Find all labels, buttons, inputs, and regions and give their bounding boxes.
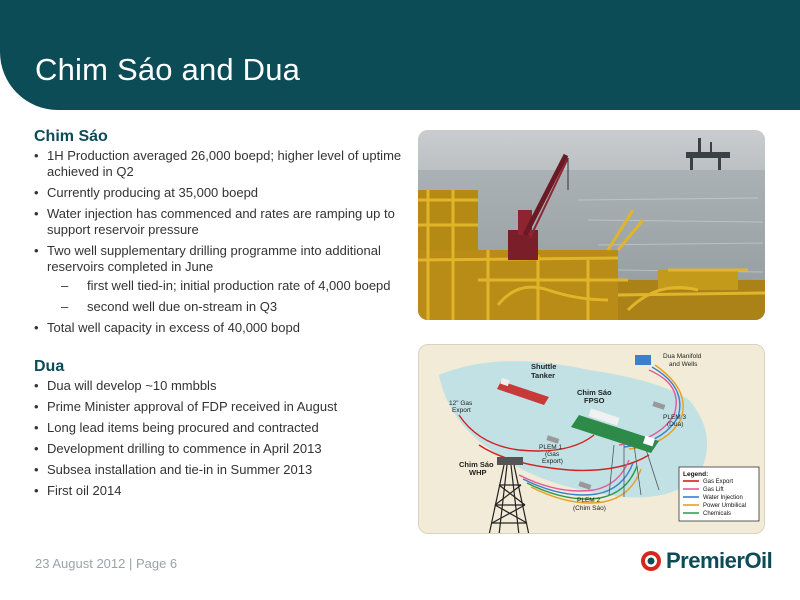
label-plem3-2: (Dua) bbox=[667, 421, 684, 428]
bullet-item: • Dua will develop ~10 mmbbls bbox=[34, 378, 404, 394]
label-shuttle-tanker-2: Tanker bbox=[531, 371, 556, 380]
label-gas-export-1: 12" Gas bbox=[449, 400, 473, 407]
bullet-item: • Long lead items being procured and contracted bbox=[34, 420, 404, 436]
legend-label: Water Injection bbox=[703, 495, 743, 501]
legend-label: Chemicals bbox=[703, 511, 732, 517]
logo-text: PremierOil bbox=[666, 548, 773, 573]
bullet-item: • 1H Production averaged 26,000 boepd; higher level of uptime achieved in Q2 bbox=[34, 148, 404, 180]
footer-date-page: 23 August 2012 | Page 6 bbox=[35, 556, 178, 571]
label-gas-export-2: Export bbox=[452, 407, 471, 414]
label-plem2-2: (Chim Sáo) bbox=[573, 505, 606, 512]
bullet-item: • Water injection has commenced and rates are ramping up to support reservoir pressure bbox=[34, 206, 404, 238]
bullet-item: • First oil 2014 bbox=[34, 483, 404, 499]
label-shuttle-tanker-1: Shuttle bbox=[531, 362, 557, 371]
slide-title: Chim Sáo and Dua bbox=[35, 52, 301, 87]
bullet-item: • Prime Minister approval of FDP received in August bbox=[34, 399, 404, 415]
text-content bbox=[34, 128, 404, 504]
legend-label: Power Umbilical bbox=[703, 503, 747, 509]
dua-heading: Dua bbox=[34, 358, 65, 375]
field-layout-diagram bbox=[418, 344, 765, 534]
dua-manifold-icon bbox=[635, 355, 651, 365]
bullet-item: • Development drilling to commence in April 2013 bbox=[34, 441, 404, 457]
label-plem1-3: Export) bbox=[542, 458, 563, 465]
sub-bullet-item: – second well due on-stream in Q3 bbox=[47, 299, 404, 315]
premier-oil-logo bbox=[640, 548, 772, 574]
diagram-legend bbox=[679, 467, 759, 521]
chim-sao-bullets bbox=[34, 148, 404, 336]
bullet-text: Two well supplementary drilling programme into additional reservoirs completed in June bbox=[47, 243, 381, 274]
drop-logo-icon bbox=[640, 550, 662, 572]
label-fpso-1: Chim Sáo bbox=[577, 388, 612, 397]
legend-title: Legend: bbox=[683, 471, 709, 478]
label-plem2-1: PLEM 2 bbox=[577, 497, 601, 504]
legend-label: Gas Lift bbox=[703, 487, 724, 493]
label-whp-2: WHP bbox=[469, 468, 487, 477]
photo-illustration bbox=[418, 130, 765, 320]
bullet-item: • Total well capacity in excess of 40,000 bopd bbox=[34, 320, 404, 336]
title-banner bbox=[0, 0, 800, 110]
sub-bullet-item: – first well tied-in; initial production rate of 4,000 boepd bbox=[47, 278, 404, 294]
field-schematic bbox=[419, 345, 765, 534]
offshore-platform-photo bbox=[418, 130, 765, 320]
label-whp-1: Chim Sáo bbox=[459, 460, 494, 469]
label-dua-manifold-1: Dua Manifold bbox=[663, 353, 702, 360]
label-plem1-2: (Gas bbox=[545, 451, 560, 458]
bullet-item: • Subsea installation and tie-in in Summer 2013 bbox=[34, 462, 404, 478]
label-plem1-1: PLEM 1 bbox=[539, 444, 563, 451]
bullet-item: • Currently producing at 35,000 boepd bbox=[34, 185, 404, 201]
dua-bullets bbox=[34, 378, 404, 499]
label-fpso-2: FPSO bbox=[584, 396, 605, 405]
sub-bullets bbox=[47, 278, 404, 315]
label-dua-manifold-2: and Wells bbox=[669, 361, 698, 368]
legend-label: Gas Export bbox=[703, 479, 734, 485]
chim-sao-heading: Chim Sáo bbox=[34, 128, 108, 145]
bullet-item-with-sub bbox=[34, 243, 404, 315]
label-plem3-1: PLEM 3 bbox=[663, 414, 687, 421]
